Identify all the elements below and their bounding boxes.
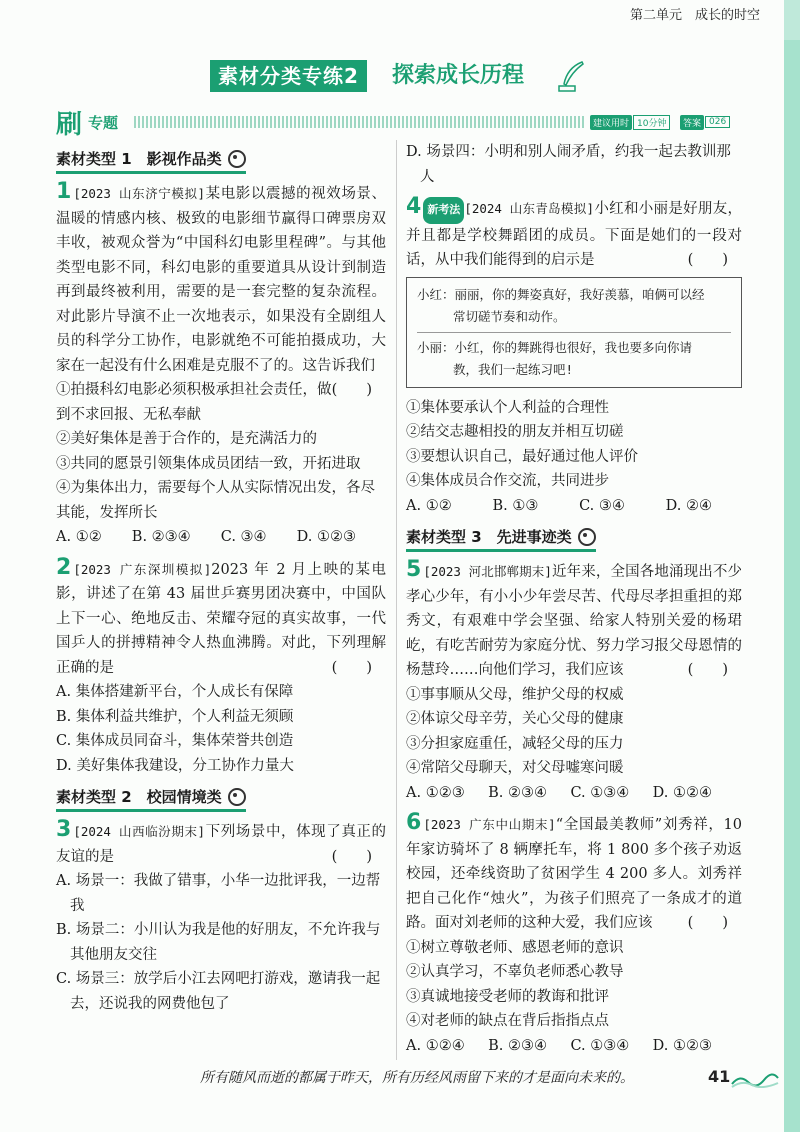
option: ④为集体出力，需要每个人从实际情况出发，各尽其能，发挥所长: [56, 480, 375, 521]
brand-char: 刷: [56, 110, 83, 140]
choice[interactable]: B. ①③: [492, 497, 539, 514]
option[interactable]: C. 场景三：放学后小江去网吧打游戏，邀请我一起去，还说我的网费他包了: [56, 971, 381, 1012]
question-6: [406, 811, 742, 1058]
question-number: 5: [406, 557, 422, 582]
choice[interactable]: D. ①②③: [296, 529, 356, 545]
question-text: 下列场景中，体现了真正的友谊的是: [56, 824, 386, 865]
side-tab: [784, 40, 800, 1132]
answer-blank[interactable]: ( ): [331, 382, 372, 398]
choice[interactable]: D. ①②③: [652, 1037, 712, 1054]
question-source: [2024 山西临汾期末]: [73, 824, 206, 839]
option[interactable]: A. 场景一：我做了错事，小华一边批评我，一边帮我: [56, 873, 381, 914]
choice[interactable]: A. ①②: [406, 497, 452, 514]
choice[interactable]: C. ①③④: [570, 784, 630, 801]
page-title-right: 探索成长历程: [392, 63, 525, 88]
header-stripe: [134, 116, 584, 128]
choice[interactable]: C. ①③④: [570, 1037, 630, 1054]
question-text: 近年来，全国各地涌现出不少孝心少年，有小小少年尝尽苦、代母尽孝担重担的郑秀文，有艰难中学会坚强、给家人特别关爱的杨珺屹，有吃苦耐劳为家庭分忧、努力学习报父母恩情的杨慧玲……向他们学习，我们应该: [406, 564, 742, 678]
question-source: [2023 广东中山期末]: [423, 817, 556, 832]
option: ③要想认识自己，最好通过他人评价: [406, 448, 638, 465]
section-heading: [56, 148, 246, 174]
question-source: [2023 河北邯郸期末]: [423, 564, 552, 579]
dialog-line: 常切磋节奏和动作。: [453, 308, 566, 324]
question-text: 2023 年 2 月上映的某电影，讲述了在第 43 届世乒赛男团决赛中，中国队上下一心、绝地反击、荣耀夺冠的真实故事，一代国乒人的拼搏精神令人热血沸腾。对此，下列理解正确的是: [56, 561, 386, 676]
choices: [406, 781, 742, 806]
choice[interactable]: B. ②③④: [131, 529, 191, 545]
option: ④对老师的缺点在背后指指点点: [406, 1013, 609, 1029]
right-column: [406, 140, 742, 1058]
dialog-box: [406, 277, 742, 388]
side-tab-top: [784, 0, 800, 40]
option[interactable]: D. 美好集体我建设，分工协作力量大: [56, 757, 294, 774]
time-value: 10分钟: [633, 115, 670, 130]
option: ③真诚地接受老师的教诲和批评: [406, 988, 609, 1005]
question-number: 2: [56, 554, 72, 580]
question-1: [56, 180, 386, 550]
option: ①集体要承认个人利益的合理性: [406, 399, 609, 416]
unit-label: 第二单元 成长的时空: [629, 8, 760, 23]
wave-icon: [730, 1070, 780, 1088]
dialog-line: 教，我们一起练习吧!: [453, 361, 574, 377]
option: ②认真学习，不辜负老师悉心教导: [406, 964, 624, 980]
answer-value: 026: [705, 116, 730, 128]
choices: [406, 494, 742, 519]
option[interactable]: C. 集体成员同奋斗，集体荣誉共创造: [56, 733, 294, 749]
answer-blank[interactable]: ( ): [331, 848, 372, 865]
section-title: 素材类型 2 校园情境类: [56, 788, 222, 806]
question-number: 4: [406, 194, 422, 219]
choice[interactable]: B. ②③④: [488, 1037, 547, 1054]
question-number: 6: [406, 810, 422, 835]
choice[interactable]: C. ③④: [220, 529, 267, 545]
dialog-line: 小丽：小红，你的舞跳得也很好，我也要多向你请: [417, 339, 693, 355]
question-source: [2023 山东济宁模拟]: [73, 186, 206, 201]
choices: [56, 525, 386, 550]
answer-blank[interactable]: ( ): [687, 662, 728, 678]
dialog-divider: [417, 332, 731, 333]
quill-icon: [556, 60, 586, 94]
choice[interactable]: A. ①②③: [406, 784, 465, 801]
footer-quote: 所有随风而逝的都属于昨天，所有历经风雨留下来的才是面向未来的。: [200, 1070, 634, 1086]
target-icon: [228, 788, 246, 806]
column-divider: [396, 140, 397, 1060]
question-text: 小红和小丽是好朋友，并且都是学校舞蹈团的成员。下面是她们的一段对话，从中我们能得到的启示是: [406, 201, 743, 268]
option: ②美好集体是善于合作的，是充满活力的: [56, 431, 317, 447]
option: ①拍摄科幻电影必须积极承担社会责任，做到不求回报、无私奉献: [56, 382, 332, 423]
option: ③分担家庭重任，减轻父母的压力: [406, 735, 624, 752]
choice[interactable]: B. ②③④: [488, 784, 547, 801]
question-text: “全国最美教师”刘秀祥，10 年家访骑坏了 8 辆摩托车，将 1 800 多个孩子劝返校园，还牵线资助了贫困学生 4 200 多人。刘秀祥把自己化作“烛火”，为孩子们照亮了一条成才的道路。面对刘老师的这种大爱，我们应该: [406, 817, 742, 931]
page-number: 41: [708, 1067, 731, 1086]
choice[interactable]: D. ①②④: [652, 784, 712, 801]
option[interactable]: B. 场景二：小川认为我是他的好朋友，不允许我与其他朋友交往: [56, 922, 381, 963]
section-title: 素材类型 1 影视作品类: [56, 150, 222, 168]
option: ①事事顺从父母，维护父母的权威: [406, 686, 624, 703]
answer-blank[interactable]: ( ): [331, 659, 372, 676]
left-column: [56, 140, 386, 1016]
option: ④常陪父母聊天，对父母嘘寒问暖: [406, 760, 624, 776]
question-number: 3: [56, 817, 72, 842]
question-source: [2024 山东青岛模拟]: [464, 201, 595, 216]
answer-blank[interactable]: ( ): [687, 915, 728, 931]
option: ①树立尊敬老师、感恩老师的意识: [406, 939, 624, 956]
option: ③共同的愿景引领集体成员团结一致，开拓进取: [56, 455, 361, 472]
page-title-left: 素材分类专练2: [210, 60, 367, 92]
option[interactable]: A. 集体搭建新平台，个人成长有保障: [56, 684, 294, 700]
dialog-line: 小红：丽丽，你的舞姿真好，我好羡慕，咱俩可以经: [417, 286, 705, 302]
question-4: [406, 195, 742, 518]
target-icon: [578, 528, 596, 546]
time-label: 建议用时: [590, 115, 632, 130]
section-heading: [406, 526, 596, 552]
answer-badge: [680, 114, 730, 130]
question-text: 某电影以震撼的视效场景、温暖的情感内核、极致的电影细节赢得口碑票房双丰收，被观众誉为“中国科幻电影里程碑”。与其他类型电影不同，科幻电影的重要道具从设计到制造再到最终被利用，需要的是一套完整的复杂流程。对此影片导演不止一次地表示，如果没有全剧组人员的科学分工协作，电影就绝不可能拍摄成功，大家在一起没有什么困难是克服不了的。这告诉我们: [56, 186, 386, 374]
target-icon: [228, 150, 246, 168]
question-number: 1: [56, 179, 72, 204]
choice[interactable]: D. ②④: [665, 497, 712, 514]
question-5: [406, 558, 742, 805]
choice[interactable]: A. ①②: [56, 529, 102, 545]
section-title: 素材类型 3 先进事迹类: [406, 528, 572, 546]
choice[interactable]: C. ③④: [579, 497, 625, 514]
option[interactable]: B. 集体利益共维护，个人利益无须顾: [56, 708, 294, 725]
question-source: [2023 广东深圳模拟]: [73, 561, 212, 577]
option: ④集体成员合作交流，共同进步: [406, 473, 609, 489]
option[interactable]: D. 场景四：小明和别人闹矛盾，约我一起去教训那人: [406, 144, 731, 185]
answer-label: 答案: [680, 115, 704, 130]
section-heading: [56, 786, 246, 812]
option: ②结交志趣相投的朋友并相互切磋: [406, 424, 624, 440]
choices: [406, 1034, 742, 1059]
question-2: [56, 556, 386, 779]
brand-sub: 专题: [88, 114, 119, 132]
answer-blank[interactable]: ( ): [687, 252, 728, 268]
question-3: [56, 818, 386, 1016]
new-method-tag: 新考法: [423, 197, 464, 224]
time-badge: [590, 114, 670, 130]
option: ②体谅父母辛劳，关心父母的健康: [406, 711, 624, 727]
choice[interactable]: A. ①②④: [406, 1037, 465, 1054]
